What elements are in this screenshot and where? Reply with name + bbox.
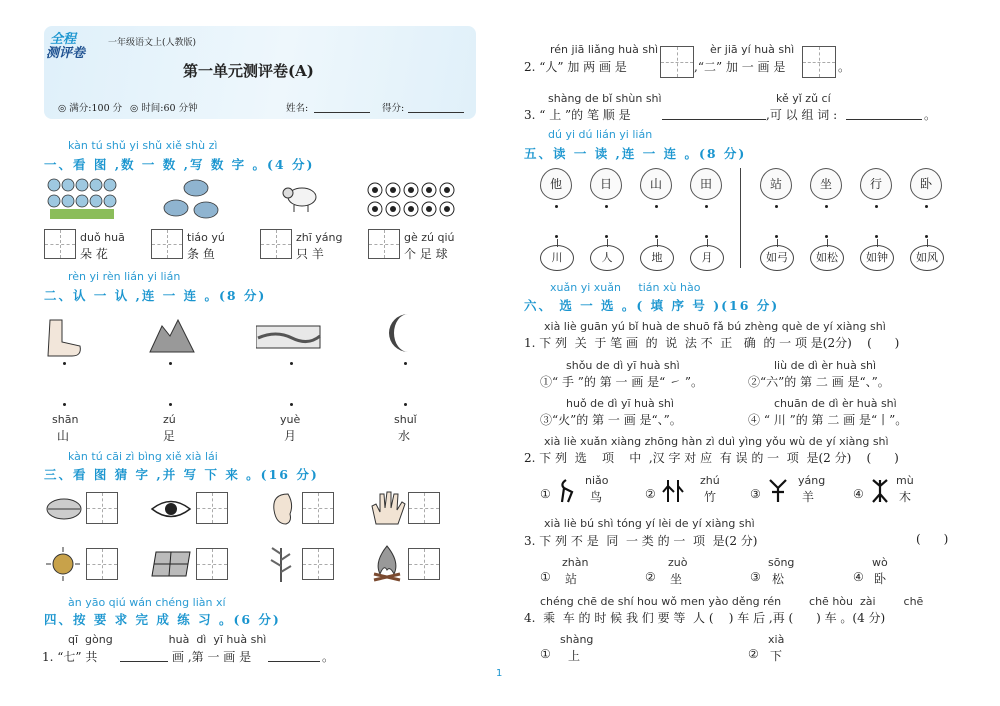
s5-pinyin: dú yi dú lián yi lián [548,128,653,141]
eye-image [150,498,192,520]
score-field[interactable] [408,112,464,113]
s6-q3-opt3-char: 松 [772,572,785,586]
s6-q3-opt2-pinyin: zuò [668,556,688,569]
full-score: ◎ 满分:100 分 [58,103,123,114]
s1-title: 一、看 图 ,数 一 数 ,写 数 字 。(4 分) [44,157,315,172]
score-label: 得分: [382,103,405,114]
s4-q3-text-b: ,可 以 组 词 : [766,108,838,122]
s3-answer-box-3[interactable] [302,492,334,524]
moon-image [386,312,420,354]
s2-dot-img-4[interactable] [404,362,407,365]
s5-bottom-dot-8[interactable] [925,235,928,238]
s5-divider [740,168,741,268]
s4-q1-pinyin: qī gòng huà dì yī huà shì [68,633,267,646]
s4-q1-blank-1[interactable] [120,661,168,662]
s5-apple-1: 川 [540,245,574,271]
s6-q2-text: 2. 下 列 选 项 中 ,汉 字 对 应 有 误 的 一 项 是(2 分) ( ) [524,451,899,465]
s5-top-dot-6[interactable] [825,205,828,208]
s4-title: 四、按 要 求 完 成 练 习 。(6 分) [44,612,281,627]
s2-dot-char-4[interactable] [404,403,407,406]
s2-title: 二、认 一 认 ,连 一 连 。(8 分) [44,288,267,303]
s5-bottom-dot-5[interactable] [775,235,778,238]
s6-q2-opt4-pinyin: mù [896,474,914,487]
s6-q1-opt3: ③“火”的 第 一 画 是“、”。 [540,413,682,427]
s6-q4-opt2-num: ② [748,647,759,661]
s6-q2-pinyin: xià liè xuǎn xiàng zhōng hàn zì duì yìng yǒu wù de yí xiàng shì [544,435,889,448]
s5-apple-8: 如风 [910,245,944,271]
s3-answer-box-2[interactable] [196,492,228,524]
s4-q3-blank-2[interactable] [846,119,922,120]
s4-q1-text: 1. “七” 共 [42,650,98,664]
fish-image [162,178,220,222]
s1-item-pinyin-2: tiáo yú [187,231,225,244]
s4-q1-text-b: 画 ,第 一 画 是 [172,650,252,664]
s6-q2-opt2-char: 竹 [704,490,717,504]
s6-title: 六、 选 一 选 。( 填 序 号 )(16 分) [524,298,780,313]
s2-dot-char-2[interactable] [169,403,172,406]
s6-q2-opt1-pinyin: niǎo [585,474,609,487]
s6-q2-opt1-num: ① [540,487,551,501]
s4-q3-text: 3. “ 上 ”的 笔 顺 是 [524,108,631,122]
s1-item-label-3: 只 羊 [296,247,324,261]
logo [44,28,102,61]
s5-top-dot-2[interactable] [605,205,608,208]
s5-leaf-1: 他 [540,168,572,200]
s6-q1-opt2: ②“六”的 第 二 画 是“、”。 [748,375,890,389]
s4-q2-text: 2. “人” 加 两 画 是 [524,60,627,74]
foot-image [42,318,84,358]
s1-item-pinyin-1: duǒ huā [80,231,125,244]
s5-leaf-3: 山 [640,168,672,200]
s6-q2-opt1-char: 鸟 [590,490,603,504]
s1-item-label-1: 朵 花 [80,247,108,261]
oracle-bird-icon [558,478,574,508]
s2-pinyin: rèn yi rèn lián yi lián [68,270,181,283]
s5-apple-4: 月 [690,245,724,271]
s3-title: 三、看 图 猜 字 ,并 写 下 来 。(16 分) [44,467,319,482]
s3-answer-box-6[interactable] [196,548,228,580]
s6-q2-opt2-pinyin: zhú [700,474,720,487]
s4-q1-blank-2[interactable] [268,661,320,662]
s5-leaf-4: 田 [690,168,722,200]
s2-dot-char-1[interactable] [63,403,66,406]
logo-bottom: 测评卷 [46,46,86,61]
sun-image [44,546,82,582]
s6-q1-opt4-pinyin: chuān de dì èr huà shì [774,397,897,410]
s6-q1-opt1-pinyin: shǒu de dì yī huà shì [566,359,680,372]
s6-q2-opt3-num: ③ [750,487,761,501]
mouth-image [46,497,82,521]
s4-q2-box-1[interactable] [660,46,694,78]
s1-item-pinyin-3: zhī yáng [296,231,343,244]
s6-q2-opt3-char: 羊 [802,490,815,504]
s6-q3-opt4-pinyin: wò [872,556,888,569]
s2-dot-img-2[interactable] [169,362,172,365]
s1-answer-box-1[interactable] [44,229,76,259]
s6-q3-answer-paren[interactable]: ( ) [916,532,949,546]
s6-q3-opt4-num: ④ [853,570,864,584]
s6-q3-opt1-char: 站 [565,572,578,586]
s5-bottom-dot-6[interactable] [825,235,828,238]
s5-leaf-6: 坐 [810,168,842,200]
s3-answer-box-7[interactable] [302,548,334,580]
fire-image [370,544,404,584]
oracle-bamboo-icon [662,478,684,508]
s5-apple-3: 地 [640,245,674,271]
oracle-sheep-icon [768,478,788,508]
field-image [150,548,192,580]
s6-q3-text: 3. 下 列 不 是 同 一 类 的 一 项 是(2 分) [524,534,758,548]
hand-image [368,490,406,526]
s5-apple-5: 如弓 [760,245,794,271]
s6-q3-opt2-num: ② [645,570,656,584]
s5-apple-7: 如钟 [860,245,894,271]
s6-q1-opt4: ④ “ 川 ”的 第 二 画 是“丨”。 [748,413,908,427]
sheep-image [280,183,320,213]
s2-item-char-3: 月 [284,429,297,443]
s3-answer-box-4[interactable] [408,492,440,524]
s4-q3-period: 。 [924,108,937,122]
s5-top-dot-5[interactable] [775,205,778,208]
s5-top-dot-1[interactable] [555,205,558,208]
page-title: 第一单元测评卷(A) [183,62,314,80]
s3-answer-box-8[interactable] [408,548,440,580]
s2-item-char-1: 山 [57,429,70,443]
s6-q3-pinyin: xià liè bú shì tóng yí lèi de yí xiàng shì [544,517,755,530]
s6-q3-opt4-char: 卧 [874,572,887,586]
s5-bottom-dot-7[interactable] [875,235,878,238]
s4-q1-period: 。 [322,650,335,664]
s5-title: 五、读 一 读 ,连 一 连 。(8 分) [524,146,747,161]
s5-leaf-2: 日 [590,168,622,200]
s4-q3-blank-1[interactable] [662,119,766,120]
s5-top-dot-7[interactable] [875,205,878,208]
s5-top-dot-4[interactable] [705,205,708,208]
s2-item-pinyin-4: shuǐ [394,413,417,426]
s6-q3-opt2-char: 坐 [670,572,683,586]
s4-q2-text-b: ,“二” 加 一 画 是 [694,60,786,74]
s6-q1-text: 1. 下 列 关 于 笔 画 的 说 法 不 正 确 的 一 项 是(2分) ( ) [524,336,900,350]
s6-q4-pinyin: chéng chē de shí hou wǒ men yào děng rén chē hòu zài chē [540,595,924,608]
s6-q1-opt3-pinyin: huǒ de dì yī huà shì [566,397,674,410]
s6-q1-pinyin: xià liè guān yú bǐ huà de shuō fǎ bú zhèng què de yí xiàng shì [544,320,886,333]
s5-bottom-dot-2[interactable] [605,235,608,238]
s5-bottom-dot-3[interactable] [655,235,658,238]
s6-q3-opt3-num: ③ [750,570,761,584]
s6-q4-opt1-pinyin: shàng [560,633,594,646]
s2-item-char-4: 水 [398,429,411,443]
s6-q2-opt2-num: ② [645,487,656,501]
s4-q2-pinyin: rén jiā liǎng huà shì [550,43,659,56]
s2-item-char-2: 足 [163,429,176,443]
s6-q2-opt4-char: 木 [899,490,912,504]
s4-q3-pinyin: shàng de bǐ shùn shì [548,92,662,105]
header-subtitle: 一年级语文上(人教版) [108,38,197,48]
s3-answer-box-5[interactable] [86,548,118,580]
s6-q4-opt2-char: 下 [770,649,783,663]
s5-leaf-8: 卧 [910,168,942,200]
river-image [256,320,322,352]
s3-pinyin: kàn tú cāi zì bìng xiě xià lái [68,450,218,463]
s1-answer-box-3[interactable] [260,229,292,259]
s2-item-pinyin-2: zú [163,413,176,426]
s5-leaf-5: 站 [760,168,792,200]
s5-apple-2: 人 [590,245,624,271]
s4-q3-pinyin-2: kě yǐ zǔ cí [776,92,831,105]
name-label: 姓名: [286,103,309,114]
ear-image [270,492,294,526]
s1-item-pinyin-4: gè zú qiú [404,231,455,244]
s4-q2-period: 。 [838,60,851,74]
logo-top: 全程 [50,32,77,47]
s4-q2-pinyin-2: èr jiā yí huà shì [710,43,795,56]
flowers-image [46,177,118,221]
s5-leaf-7: 行 [860,168,892,200]
s6-q4-opt2-pinyin: xià [768,633,785,646]
s6-q2-opt4-num: ④ [853,487,864,501]
s6-q4-opt1-char: 上 [568,649,581,663]
s4-q2-box-2[interactable] [802,46,836,78]
s2-dot-img-3[interactable] [290,362,293,365]
s6-q3-opt3-pinyin: sōng [768,556,795,569]
soccer-balls-image [367,181,457,219]
grain-image [266,544,296,584]
oracle-tree-icon [870,478,890,508]
s5-top-dot-8[interactable] [925,205,928,208]
mountain-image [148,318,196,354]
s6-q4-text: 4. 乘 车 的 时 候 我 们 要 等 人 ( ) 车 后 ,再 ( ) 车 。(4 分) [524,611,886,625]
s1-answer-box-2[interactable] [151,229,183,259]
s3-answer-box-1[interactable] [86,492,118,524]
s4-pinyin: àn yāo qiú wán chéng liàn xí [68,596,226,609]
s1-item-label-2: 条 鱼 [187,247,215,261]
page-number: 1 [496,668,503,679]
s6-q4-opt1-num: ① [540,647,551,661]
s1-item-label-4: 个 足 球 [404,247,448,261]
time-limit: ◎ 时间:60 分钟 [130,103,198,114]
s6-q3-opt1-num: ① [540,570,551,584]
s5-bottom-dot-4[interactable] [705,235,708,238]
s5-top-dot-3[interactable] [655,205,658,208]
s1-answer-box-4[interactable] [368,229,400,259]
s2-item-pinyin-3: yuè [280,413,301,426]
s2-item-pinyin-1: shān [52,413,79,426]
s6-q1-opt1: ①“ 手 ”的 第 一 画 是“ ㇀ ”。 [540,375,704,389]
s6-q1-opt2-pinyin: liù de dì èr huà shì [774,359,877,372]
s6-pinyin: xuǎn yi xuǎn tián xù hào [550,281,701,294]
s5-bottom-dot-1[interactable] [555,235,558,238]
s6-q3-opt1-pinyin: zhàn [562,556,589,569]
s1-pinyin: kàn tú shǔ yi shǔ xiě shù zì [68,139,218,152]
s2-dot-img-1[interactable] [63,362,66,365]
s2-dot-char-3[interactable] [290,403,293,406]
s5-apple-6: 如松 [810,245,844,271]
s6-q2-opt3-pinyin: yáng [798,474,826,487]
name-field[interactable] [314,112,370,113]
